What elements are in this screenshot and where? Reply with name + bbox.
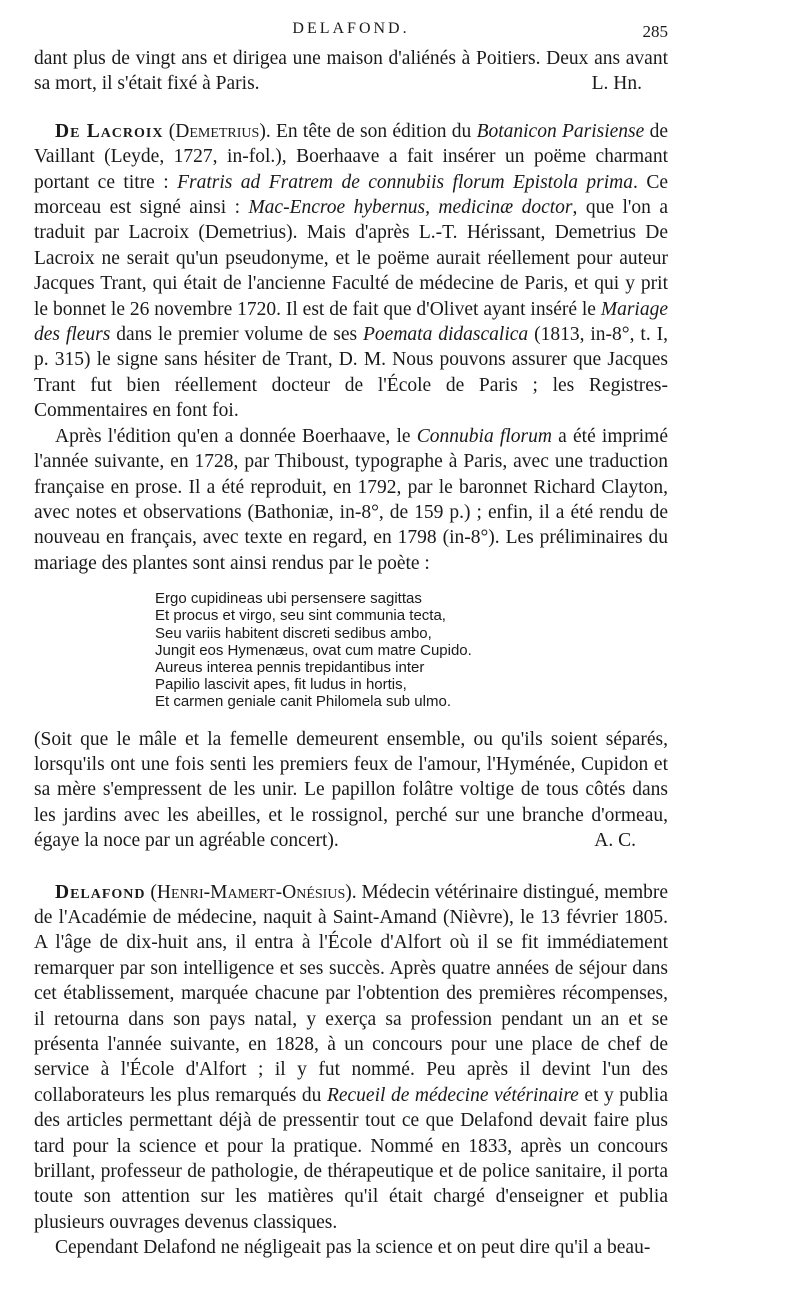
entry-lacroix-forename: Demetrius (175, 120, 260, 142)
running-head (34, 20, 668, 46)
entry-delafond-text: . Médecin vétérinaire distingué, membre de l'Académie de médecine, naquit à Saint-Amand (Nièvre), le 13 février 1805. A l'âge de dix-huit ans, il entra à l'École d'Alfort où il se fit immédiatement remarquer par son intelligence et ses succès. Après quatre années de séjour dans cet établissement, marquée chacune par l'obtention des premières récompenses, il retourna dans son pays natal, y exerça sa profession pendant un an et se présenta l'année suivante, en 1828, à un concours pour une place de chef de service à l'École d'Alfort ; il y fut nommé. Peu après il devint l'un des collaborateurs les plus remarqués du (34, 881, 669, 1106)
entry-lacroix-text: . Ce morceau est signé ainsi : (34, 171, 668, 219)
title-mariage: Mariage des fleurs (34, 298, 668, 346)
title-recueil: Recueil de médecine vétérinaire (326, 1084, 579, 1106)
intro-paragraph (34, 46, 668, 97)
verse-line: Papilio lascivit apes, fit ludus in hortis, (155, 676, 407, 694)
entry-delafond-forename: Henri-Mamert-Onésius (156, 881, 346, 903)
verse-line: Et carmen geniale canit Philomela sub ulmo. (155, 693, 451, 711)
verse-line: Aureus interea pennis trepidantibus inter (155, 658, 425, 676)
title-epistola: Fratris ad Fratrem de connubiis florum Epistola prima (177, 171, 634, 193)
entry-lacroix-headword: De Lacroix (55, 120, 164, 142)
document-page (34, 20, 668, 1261)
latin-verse (155, 590, 668, 710)
entry-lacroix-text: a été imprimé l'année suivante, en 1728, par Thiboust, typographe à Paris, avec une traduction française en prose. Il a été reproduit, en 1792, par le baronnet Richard Clayton, avec notes et observations (Bathoniæ, in-8°, de 159 p.) ; enfin, il a été rendu de nouveau en français, avec texte en regard, en 1798 (in-8°). Les préliminaires du mariage des plantes sont ainsi rendus par le poète : (34, 425, 668, 574)
translation-text: (Soit que le mâle et la femelle demeurent ensemble, ou qu'ils soient séparés, lorsqu'ils ont une fois senti les premiers feux de l'amour, l'Hyménée, Cupidon et sa mère s'empressent de les unir. Le papillon folâtre voltige de tous côtés dans les jardins avec les abeilles, et le rossignol, perché sur une branche d'ormeau, égaye la noce par un agréable concert). (34, 728, 668, 852)
page-number: 285 (642, 22, 668, 41)
title-connubia: Connubia florum (416, 425, 552, 447)
entry-lacroix-text: , que l'on a traduit par Lacroix (Demetrius). Mais d'après L.-T. Hérissant, Demetrius De Lacroix ne serait qu'un pseudonyme, et le poëme aurait réellement pour auteur Jacques Trant, qui était de l'ancienne Faculté de médecine de Paris, et qui y prit le bonnet le 26 novembre 1720. Il est de fait que d'Olivet ayant inséré le (34, 197, 668, 320)
entry-delafond-headword: Delafond (55, 881, 146, 903)
verse-line: Et procus et virgo, seu sint communia tecta, (155, 607, 446, 625)
entry-lacroix-text: Après l'édition qu'en a donnée Boerhaave, le (55, 425, 417, 447)
verse-translation (34, 727, 668, 854)
entry-delafond-paragraph: Delafond (Henri-Mamert-Onésius). Médecin vétérinaire distingué, membre de l'Académie de médecine, naquit à Saint-Amand (Nièvre), le 13 février 1805. A l'âge de dix-huit ans, il entra à l'École d'Alfort où il se fit immédiatement remarquer par son intelligence et ses succès. Après quatre années de séjour dans cet établissement, marquée chacune par l'obtention des premières récompenses, il retourna dans son pays natal, y exerça sa profession pendant un an et se présenta l'année suivante, en 1828, à un concours pour une place de chef de service à l'École d'Alfort ; il y fut nommé. Peu après il devint l'un des collaborateurs les plus remarqués du Recueil de médecine vétérinaire et y publia des articles permettant déjà de pressentir tout ce que Delafond devait faire plus tard pour la science et pour la pratique. Nommé en 1833, après un concours brillant, professeur de pathologie, de thérapeutique et de police sanitaire, il porta toute son attention sur les matières qu'il était chargé d'enseigner et publia plusieurs ouvrages devenus classiques. (34, 881, 669, 1233)
title-botanicon: Botanicon Parisiense (476, 120, 645, 142)
title-poemata: Poemata didascalica (363, 324, 529, 346)
running-title: DELAFOND. (292, 20, 410, 37)
intro-signature: L. Hn. (591, 73, 642, 95)
entry-lacroix-paragraph: De Lacroix (Demetrius). En tête de son édition du Botanicon Parisiense de Vaillant (Leyde, 1727, in-fol.), Boerhaave a fait insérer un poëme charmant portant ce titre : Fratris ad Fratrem de connubiis florum Epistola prima. Ce morceau est signé ainsi : Mac-Encroe hybernus, medicinæ doctor, que l'on a traduit par Lacroix (Demetrius). Mais d'après L.-T. Hérissant, Demetrius De Lacroix ne serait qu'un pseudonyme, et le poëme aurait réellement pour auteur Jacques Trant, qui était de l'ancienne Faculté de médecine de Paris, et qui y prit le bonnet le 26 novembre 1720. Il est de fait que d'Olivet ayant inséré le Mariage des fleurs dans le premier volume de ses Poemata didascalica (1813, in-8°, t. I, p. 315) le signe sans hésiter de Trant, D. M. Nous pouvons assurer que Jacques Trant fut bien réellement docteur de l'École de Paris ; les Registres-Commentaires en font foi. (34, 120, 668, 422)
verse-line: Ergo cupidineas ubi persensere sagittas (155, 590, 422, 608)
entry-lacroix-text: dans le premier volume de ses (110, 324, 364, 346)
entry-lacroix-paragraph-2 (34, 424, 668, 576)
entry-lacroix-text: (1813, in-8°, t. I, p. 315) le signe sans hésiter de Trant, D. M. Nous pouvons assurer que Jacques Trant fut bien réellement docteur de l'École de Paris ; les Registres-Commentaires en font foi. (34, 324, 668, 422)
signature-mac-encroe: Mac-Encroe hybernus, medicinæ doctor (248, 197, 573, 219)
entry-lacroix-signature: A. C. (594, 830, 636, 852)
entry-delafond-paragraph-2: Cependant Delafond ne négligeait pas la science et on peut dire qu'il a beau- (55, 1237, 651, 1259)
entry-delafond-text: et y publia des articles permettant déjà de pressentir tout ce que Delafond devait faire plus tard pour la science et pour la pratique. Nommé en 1833, après un concours brillant, professeur de pathologie, de thérapeutique et de police sanitaire, il porta toute son attention sur les matières qu'il était chargé d'enseigner et publia plusieurs ouvrages devenus classiques. (34, 1084, 668, 1233)
entry-lacroix-text: . En tête de son édition du (265, 120, 477, 142)
verse-line: Seu variis habitent discreti sedibus ambo, (155, 624, 432, 642)
entry-lacroix-text: de Vaillant (Leyde, 1727, in-fol.), Boerhaave a fait insérer un poëme charmant portant ce titre : (34, 120, 668, 193)
intro-text: dant plus de vingt ans et dirigea une maison d'aliénés à Poitiers. Deux ans avant sa mort, il s'était fixé à Paris. (34, 48, 668, 95)
verse-line: Jungit eos Hymenæus, ovat cum matre Cupido. (155, 641, 472, 659)
